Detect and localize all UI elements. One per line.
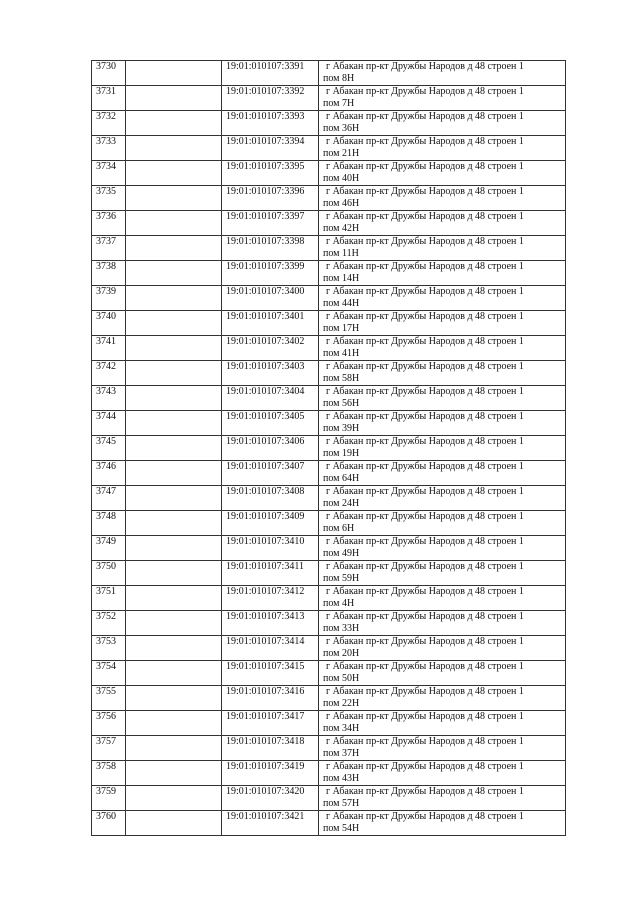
table-row [92, 236, 566, 261]
row-number-cell: 3754 [92, 661, 126, 686]
cadastral-number-cell: 19:01:010107:3412 [222, 586, 319, 611]
cadastral-number-cell: 19:01:010107:3394 [222, 136, 319, 161]
address-line-street: г Абакан пр-кт Дружбы Народов д 48 строен 1 [326, 161, 524, 172]
cadastral-number-cell: 19:01:010107:3420 [222, 786, 319, 811]
address-line-premises: пом 50Н [323, 673, 360, 684]
address-line-street: г Абакан пр-кт Дружбы Народов д 48 строен 1 [326, 386, 524, 397]
address-line-premises: пом 56Н [323, 398, 360, 409]
cadastral-number-cell: 19:01:010107:3418 [222, 736, 319, 761]
row-number-cell: 3757 [92, 736, 126, 761]
address-line-premises: пом 37Н [323, 748, 360, 759]
address-cell [319, 211, 566, 236]
table-row [92, 411, 566, 436]
address-cell [319, 786, 566, 811]
empty-cell [126, 736, 222, 761]
table-row [92, 511, 566, 536]
row-number-cell: 3731 [92, 86, 126, 111]
table-row [92, 61, 566, 86]
address-line-street: г Абакан пр-кт Дружбы Народов д 48 строен 1 [326, 61, 524, 72]
address-cell [319, 486, 566, 511]
empty-cell [126, 511, 222, 536]
row-number-cell: 3749 [92, 536, 126, 561]
empty-cell [126, 261, 222, 286]
address-line-premises: пом 44Н [323, 298, 360, 309]
address-line-premises: пом 54Н [323, 823, 360, 834]
row-number-cell: 3744 [92, 411, 126, 436]
address-line-street: г Абакан пр-кт Дружбы Народов д 48 строен 1 [326, 611, 524, 622]
row-number-cell: 3750 [92, 561, 126, 586]
address-cell [319, 161, 566, 186]
cadastral-number-cell: 19:01:010107:3410 [222, 536, 319, 561]
address-line-street: г Абакан пр-кт Дружбы Народов д 48 строен 1 [326, 586, 524, 597]
address-line-premises: пом 14Н [323, 273, 360, 284]
address-cell [319, 811, 566, 836]
address-cell [319, 111, 566, 136]
address-line-premises: пом 8Н [323, 73, 355, 84]
address-line-street: г Абакан пр-кт Дружбы Народов д 48 строен 1 [326, 786, 524, 797]
empty-cell [126, 236, 222, 261]
address-line-street: г Абакан пр-кт Дружбы Народов д 48 строен 1 [326, 711, 524, 722]
table-row [92, 686, 566, 711]
address-line-street: г Абакан пр-кт Дружбы Народов д 48 строен 1 [326, 561, 524, 572]
row-number-cell: 3733 [92, 136, 126, 161]
row-number-cell: 3758 [92, 761, 126, 786]
address-line-street: г Абакан пр-кт Дружбы Народов д 48 строен 1 [326, 136, 524, 147]
address-line-street: г Абакан пр-кт Дружбы Народов д 48 строен 1 [326, 436, 524, 447]
cadastral-number-cell: 19:01:010107:3416 [222, 686, 319, 711]
table-row [92, 586, 566, 611]
table-row [92, 786, 566, 811]
cadastral-number-cell: 19:01:010107:3404 [222, 386, 319, 411]
row-number-cell: 3755 [92, 686, 126, 711]
address-line-street: г Абакан пр-кт Дружбы Народов д 48 строен 1 [326, 311, 524, 322]
table-row [92, 361, 566, 386]
address-cell [319, 636, 566, 661]
address-line-street: г Абакан пр-кт Дружбы Народов д 48 строен 1 [326, 111, 524, 122]
row-number-cell: 3738 [92, 261, 126, 286]
address-line-street: г Абакан пр-кт Дружбы Народов д 48 строен 1 [326, 186, 524, 197]
cadastral-number-cell: 19:01:010107:3413 [222, 611, 319, 636]
empty-cell [126, 811, 222, 836]
row-number-cell: 3753 [92, 636, 126, 661]
address-line-premises: пом 24Н [323, 498, 360, 509]
address-line-premises: пом 21Н [323, 148, 360, 159]
address-cell [319, 536, 566, 561]
address-line-street: г Абакан пр-кт Дружбы Народов д 48 строен 1 [326, 511, 524, 522]
address-line-premises: пом 34Н [323, 723, 360, 734]
table-row [92, 536, 566, 561]
cadastral-number-cell: 19:01:010107:3402 [222, 336, 319, 361]
empty-cell [126, 211, 222, 236]
empty-cell [126, 561, 222, 586]
address-line-premises: пом 19Н [323, 448, 360, 459]
empty-cell [126, 286, 222, 311]
address-line-premises: пом 40Н [323, 173, 360, 184]
address-line-premises: пом 7Н [323, 98, 355, 109]
empty-cell [126, 586, 222, 611]
cadastral-number-cell: 19:01:010107:3405 [222, 411, 319, 436]
address-cell [319, 361, 566, 386]
empty-cell [126, 611, 222, 636]
empty-cell [126, 536, 222, 561]
empty-cell [126, 361, 222, 386]
address-line-street: г Абакан пр-кт Дружбы Народов д 48 строен 1 [326, 361, 524, 372]
row-number-cell: 3743 [92, 386, 126, 411]
address-cell [319, 136, 566, 161]
empty-cell [126, 661, 222, 686]
address-line-premises: пом 42Н [323, 223, 360, 234]
empty-cell [126, 311, 222, 336]
address-line-premises: пом 36Н [323, 123, 360, 134]
cadastral-number-cell: 19:01:010107:3414 [222, 636, 319, 661]
row-number-cell: 3732 [92, 111, 126, 136]
address-line-premises: пом 22Н [323, 698, 360, 709]
address-line-premises: пом 11Н [323, 248, 359, 259]
address-line-street: г Абакан пр-кт Дружбы Народов д 48 строен 1 [326, 486, 524, 497]
address-line-premises: пом 57Н [323, 798, 360, 809]
empty-cell [126, 461, 222, 486]
row-number-cell: 3737 [92, 236, 126, 261]
address-line-street: г Абакан пр-кт Дружбы Народов д 48 строен 1 [326, 236, 524, 247]
address-cell [319, 386, 566, 411]
address-line-premises: пом 4Н [323, 598, 355, 609]
address-cell [319, 336, 566, 361]
table-row [92, 711, 566, 736]
table-row [92, 136, 566, 161]
address-line-street: г Абакан пр-кт Дружбы Народов д 48 строен 1 [326, 261, 524, 272]
row-number-cell: 3741 [92, 336, 126, 361]
empty-cell [126, 61, 222, 86]
address-line-street: г Абакан пр-кт Дружбы Народов д 48 строен 1 [326, 661, 524, 672]
row-number-cell: 3746 [92, 461, 126, 486]
table-row [92, 661, 566, 686]
cadastral-number-cell: 19:01:010107:3398 [222, 236, 319, 261]
empty-cell [126, 386, 222, 411]
address-cell [319, 736, 566, 761]
address-cell [319, 286, 566, 311]
address-line-street: г Абакан пр-кт Дружбы Народов д 48 строен 1 [326, 686, 524, 697]
address-cell [319, 311, 566, 336]
table-row [92, 486, 566, 511]
row-number-cell: 3734 [92, 161, 126, 186]
empty-cell [126, 336, 222, 361]
address-cell [319, 686, 566, 711]
address-line-premises: пом 17Н [323, 323, 360, 334]
row-number-cell: 3739 [92, 286, 126, 311]
address-line-premises: пом 39Н [323, 423, 360, 434]
cadastral-number-cell: 19:01:010107:3409 [222, 511, 319, 536]
address-line-street: г Абакан пр-кт Дружбы Народов д 48 строен 1 [326, 536, 524, 547]
cadastral-number-cell: 19:01:010107:3406 [222, 436, 319, 461]
cadastral-number-cell: 19:01:010107:3399 [222, 261, 319, 286]
address-cell [319, 86, 566, 111]
address-cell [319, 236, 566, 261]
table-row [92, 186, 566, 211]
row-number-cell: 3760 [92, 811, 126, 836]
address-cell [319, 611, 566, 636]
cadastral-number-cell: 19:01:010107:3393 [222, 111, 319, 136]
address-cell [319, 461, 566, 486]
property-table-page [91, 60, 566, 836]
empty-cell [126, 161, 222, 186]
row-number-cell: 3747 [92, 486, 126, 511]
row-number-cell: 3745 [92, 436, 126, 461]
address-line-premises: пом 20Н [323, 648, 360, 659]
table-row [92, 261, 566, 286]
address-line-street: г Абакан пр-кт Дружбы Народов д 48 строен 1 [326, 211, 524, 222]
table-row [92, 311, 566, 336]
address-cell [319, 436, 566, 461]
address-cell [319, 586, 566, 611]
empty-cell [126, 436, 222, 461]
row-number-cell: 3735 [92, 186, 126, 211]
address-cell [319, 661, 566, 686]
row-number-cell: 3756 [92, 711, 126, 736]
address-line-street: г Абакан пр-кт Дружбы Народов д 48 строен 1 [326, 461, 524, 472]
row-number-cell: 3751 [92, 586, 126, 611]
table-row [92, 561, 566, 586]
empty-cell [126, 761, 222, 786]
address-line-premises: пом 46Н [323, 198, 360, 209]
cadastral-number-cell: 19:01:010107:3396 [222, 186, 319, 211]
address-cell [319, 411, 566, 436]
row-number-cell: 3740 [92, 311, 126, 336]
address-cell [319, 761, 566, 786]
cadastral-number-cell: 19:01:010107:3403 [222, 361, 319, 386]
table-row [92, 636, 566, 661]
cadastral-number-cell: 19:01:010107:3417 [222, 711, 319, 736]
row-number-cell: 3748 [92, 511, 126, 536]
address-line-street: г Абакан пр-кт Дружбы Народов д 48 строен 1 [326, 736, 524, 747]
table-row [92, 286, 566, 311]
cadastral-number-cell: 19:01:010107:3401 [222, 311, 319, 336]
empty-cell [126, 86, 222, 111]
empty-cell [126, 636, 222, 661]
address-line-street: г Абакан пр-кт Дружбы Народов д 48 строен 1 [326, 811, 524, 822]
address-line-street: г Абакан пр-кт Дружбы Народов д 48 строен 1 [326, 86, 524, 97]
table-row [92, 386, 566, 411]
empty-cell [126, 711, 222, 736]
cadastral-number-cell: 19:01:010107:3411 [222, 561, 319, 586]
address-line-street: г Абакан пр-кт Дружбы Народов д 48 строен 1 [326, 636, 524, 647]
table-row [92, 161, 566, 186]
cadastral-number-cell: 19:01:010107:3421 [222, 811, 319, 836]
property-table-body [92, 61, 566, 836]
address-cell [319, 711, 566, 736]
address-line-premises: пом 33Н [323, 623, 360, 634]
table-row [92, 611, 566, 636]
row-number-cell: 3742 [92, 361, 126, 386]
cadastral-number-cell: 19:01:010107:3419 [222, 761, 319, 786]
cadastral-number-cell: 19:01:010107:3415 [222, 661, 319, 686]
property-table [91, 60, 566, 836]
table-row [92, 336, 566, 361]
cadastral-number-cell: 19:01:010107:3395 [222, 161, 319, 186]
address-cell [319, 561, 566, 586]
address-line-premises: пом 41Н [323, 348, 360, 359]
table-row [92, 211, 566, 236]
empty-cell [126, 111, 222, 136]
cadastral-number-cell: 19:01:010107:3408 [222, 486, 319, 511]
cadastral-number-cell: 19:01:010107:3391 [222, 61, 319, 86]
empty-cell [126, 686, 222, 711]
cadastral-number-cell: 19:01:010107:3392 [222, 86, 319, 111]
address-line-street: г Абакан пр-кт Дружбы Народов д 48 строен 1 [326, 411, 524, 422]
row-number-cell: 3736 [92, 211, 126, 236]
address-line-premises: пом 64Н [323, 473, 360, 484]
address-cell [319, 261, 566, 286]
table-row [92, 111, 566, 136]
cadastral-number-cell: 19:01:010107:3400 [222, 286, 319, 311]
table-row [92, 461, 566, 486]
row-number-cell: 3730 [92, 61, 126, 86]
row-number-cell: 3759 [92, 786, 126, 811]
cadastral-number-cell: 19:01:010107:3397 [222, 211, 319, 236]
address-cell [319, 61, 566, 86]
address-line-street: г Абакан пр-кт Дружбы Народов д 48 строен 1 [326, 761, 524, 772]
address-line-street: г Абакан пр-кт Дружбы Народов д 48 строен 1 [326, 336, 524, 347]
table-row [92, 761, 566, 786]
table-row [92, 811, 566, 836]
address-line-premises: пом 43Н [323, 773, 360, 784]
table-row [92, 86, 566, 111]
address-line-premises: пом 6Н [323, 523, 355, 534]
empty-cell [126, 786, 222, 811]
address-line-street: г Абакан пр-кт Дружбы Народов д 48 строен 1 [326, 286, 524, 297]
table-row [92, 436, 566, 461]
table-row [92, 736, 566, 761]
empty-cell [126, 411, 222, 436]
empty-cell [126, 186, 222, 211]
cadastral-number-cell: 19:01:010107:3407 [222, 461, 319, 486]
empty-cell [126, 486, 222, 511]
address-line-premises: пом 58Н [323, 373, 360, 384]
address-cell [319, 511, 566, 536]
address-line-premises: пом 59Н [323, 573, 360, 584]
row-number-cell: 3752 [92, 611, 126, 636]
empty-cell [126, 136, 222, 161]
address-line-premises: пом 49Н [323, 548, 360, 559]
address-cell [319, 186, 566, 211]
